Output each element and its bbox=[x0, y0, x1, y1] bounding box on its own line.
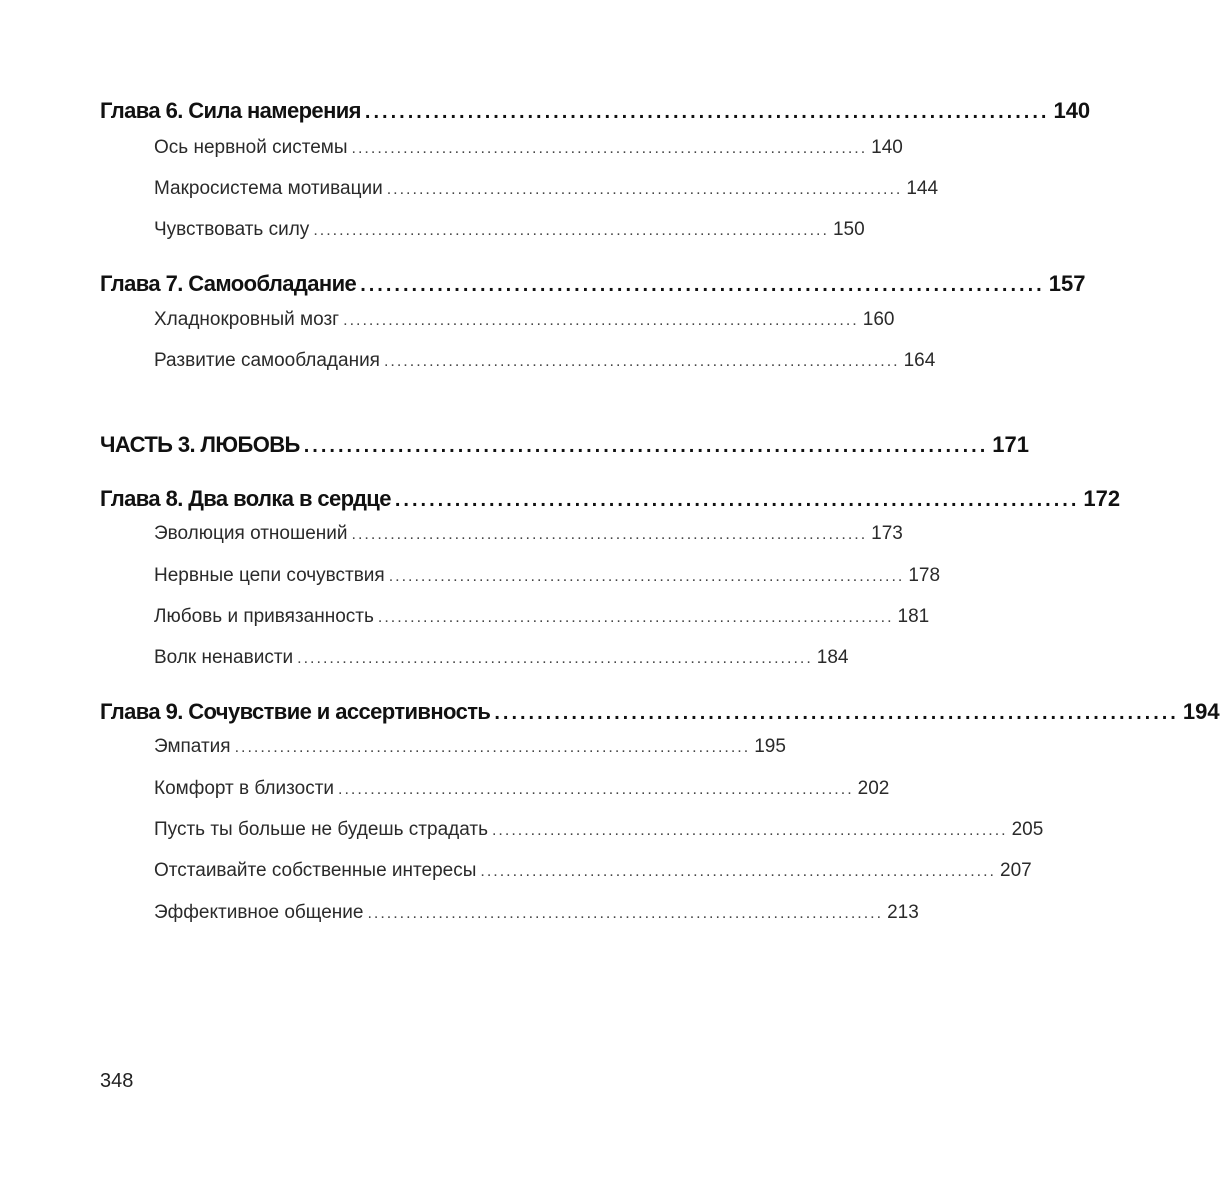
page-number: 348 bbox=[100, 1070, 134, 1092]
toc-entry-title: Глава 8. Два волка в сердце bbox=[100, 486, 391, 511]
toc-entry-page: 205 bbox=[1011, 819, 1044, 840]
toc-entry-page: 178 bbox=[908, 565, 941, 586]
toc-entry-page: 171 bbox=[992, 432, 1029, 457]
dot-leader: ................................................................................ bbox=[360, 274, 1045, 296]
dot-leader: ................................................................................ bbox=[313, 222, 829, 239]
dot-leader: ................................................................................ bbox=[234, 739, 751, 756]
toc-entry-page: 184 bbox=[816, 647, 849, 668]
dot-leader: ................................................................................ bbox=[394, 489, 1080, 511]
toc-entry-page: 150 bbox=[832, 219, 865, 240]
dot-leader: ................................................................................ bbox=[386, 181, 903, 198]
toc-section-row bbox=[154, 137, 903, 159]
dot-leader: ................................................................................ bbox=[338, 781, 854, 798]
toc-entry-title: Хладнокровный мозг bbox=[154, 309, 340, 330]
toc-entry-page: 207 bbox=[1000, 860, 1032, 881]
toc-entry-title: Глава 9. Сочувствие и ассертивность bbox=[100, 699, 491, 724]
toc-entry-page: 164 bbox=[903, 350, 936, 371]
toc-entry-title: Ось нервной системы bbox=[154, 137, 348, 158]
toc-entry-title: Пусть ты больше не будешь страдать bbox=[154, 819, 488, 840]
toc-section-row bbox=[154, 219, 865, 241]
toc-entry-page: 181 bbox=[897, 606, 930, 627]
dot-leader: ................................................................................ bbox=[377, 609, 894, 626]
dot-leader: ................................................................................ bbox=[388, 568, 905, 585]
toc-entry-title: Развитие самообладания bbox=[154, 350, 380, 371]
toc-entry-title: Глава 7. Самообладание bbox=[100, 271, 357, 296]
toc-entry-title: Эволюция отношений bbox=[154, 523, 348, 544]
toc-chapter-row bbox=[100, 271, 1086, 297]
dot-leader: ................................................................................ bbox=[480, 863, 996, 880]
toc-section-row bbox=[154, 523, 903, 545]
toc-entry-page: 202 bbox=[857, 778, 890, 799]
toc-entry-page: 195 bbox=[754, 736, 786, 757]
dot-leader: ................................................................................ bbox=[383, 353, 900, 370]
toc-entry-title: Макросистема мотивации bbox=[154, 178, 383, 199]
toc-section-row bbox=[154, 860, 1032, 882]
toc-part-row bbox=[100, 432, 1029, 458]
toc-section-row bbox=[154, 819, 1044, 841]
toc-entry-page: 213 bbox=[887, 902, 919, 923]
toc-section-row bbox=[154, 778, 890, 800]
toc-entry-page: 157 bbox=[1048, 271, 1086, 296]
toc-entry-title: Эффективное общение bbox=[154, 902, 364, 923]
toc-chapter-row bbox=[100, 486, 1121, 512]
toc-chapter-row bbox=[100, 98, 1091, 124]
toc-section-row bbox=[154, 647, 849, 669]
toc-entry-page: 173 bbox=[871, 523, 903, 544]
toc-section-row bbox=[154, 350, 936, 372]
toc-section-row bbox=[154, 178, 939, 200]
toc-section-row bbox=[154, 606, 930, 628]
dot-leader: ................................................................................ bbox=[297, 650, 813, 667]
toc-section-row bbox=[154, 565, 941, 587]
dot-leader: ................................................................................ bbox=[364, 101, 1050, 123]
toc-section-row bbox=[154, 902, 919, 924]
toc-entry-page: 144 bbox=[906, 178, 939, 199]
dot-leader: ................................................................................ bbox=[351, 526, 868, 543]
toc-entry-page: 160 bbox=[862, 309, 895, 330]
dot-leader: ................................................................................ bbox=[367, 905, 884, 922]
toc-entry-title: Эмпатия bbox=[154, 736, 231, 757]
toc-entry-title: ЧАСТЬ 3. ЛЮБОВЬ bbox=[100, 432, 300, 457]
toc-entry-page: 140 bbox=[1053, 98, 1091, 123]
toc-entry-title: Комфорт в близости bbox=[154, 778, 335, 799]
toc-section-row bbox=[154, 736, 786, 758]
dot-leader: ................................................................................ bbox=[351, 140, 868, 157]
toc-entry-title: Любовь и привязанность bbox=[154, 606, 374, 627]
toc-chapter-row bbox=[100, 699, 1220, 725]
toc-entry-page: 140 bbox=[871, 137, 903, 158]
toc-entry-title: Отстаивайте собственные интересы bbox=[154, 860, 477, 881]
dot-leader: ................................................................................ bbox=[343, 312, 859, 329]
toc-entry-title: Чувствовать силу bbox=[154, 219, 310, 240]
toc-entry-page: 194 bbox=[1182, 699, 1220, 724]
toc-entry-title: Волк ненависти bbox=[154, 647, 294, 668]
toc-entry-page: 172 bbox=[1083, 486, 1121, 511]
toc-section-row bbox=[154, 309, 895, 331]
dot-leader: ................................................................................ bbox=[494, 702, 1179, 724]
toc-entry-title: Глава 6. Сила намерения bbox=[100, 98, 361, 123]
dot-leader: ................................................................................ bbox=[491, 822, 1008, 839]
toc-entry-title: Нервные цепи сочувствия bbox=[154, 565, 385, 586]
dot-leader: ................................................................................ bbox=[303, 435, 989, 457]
